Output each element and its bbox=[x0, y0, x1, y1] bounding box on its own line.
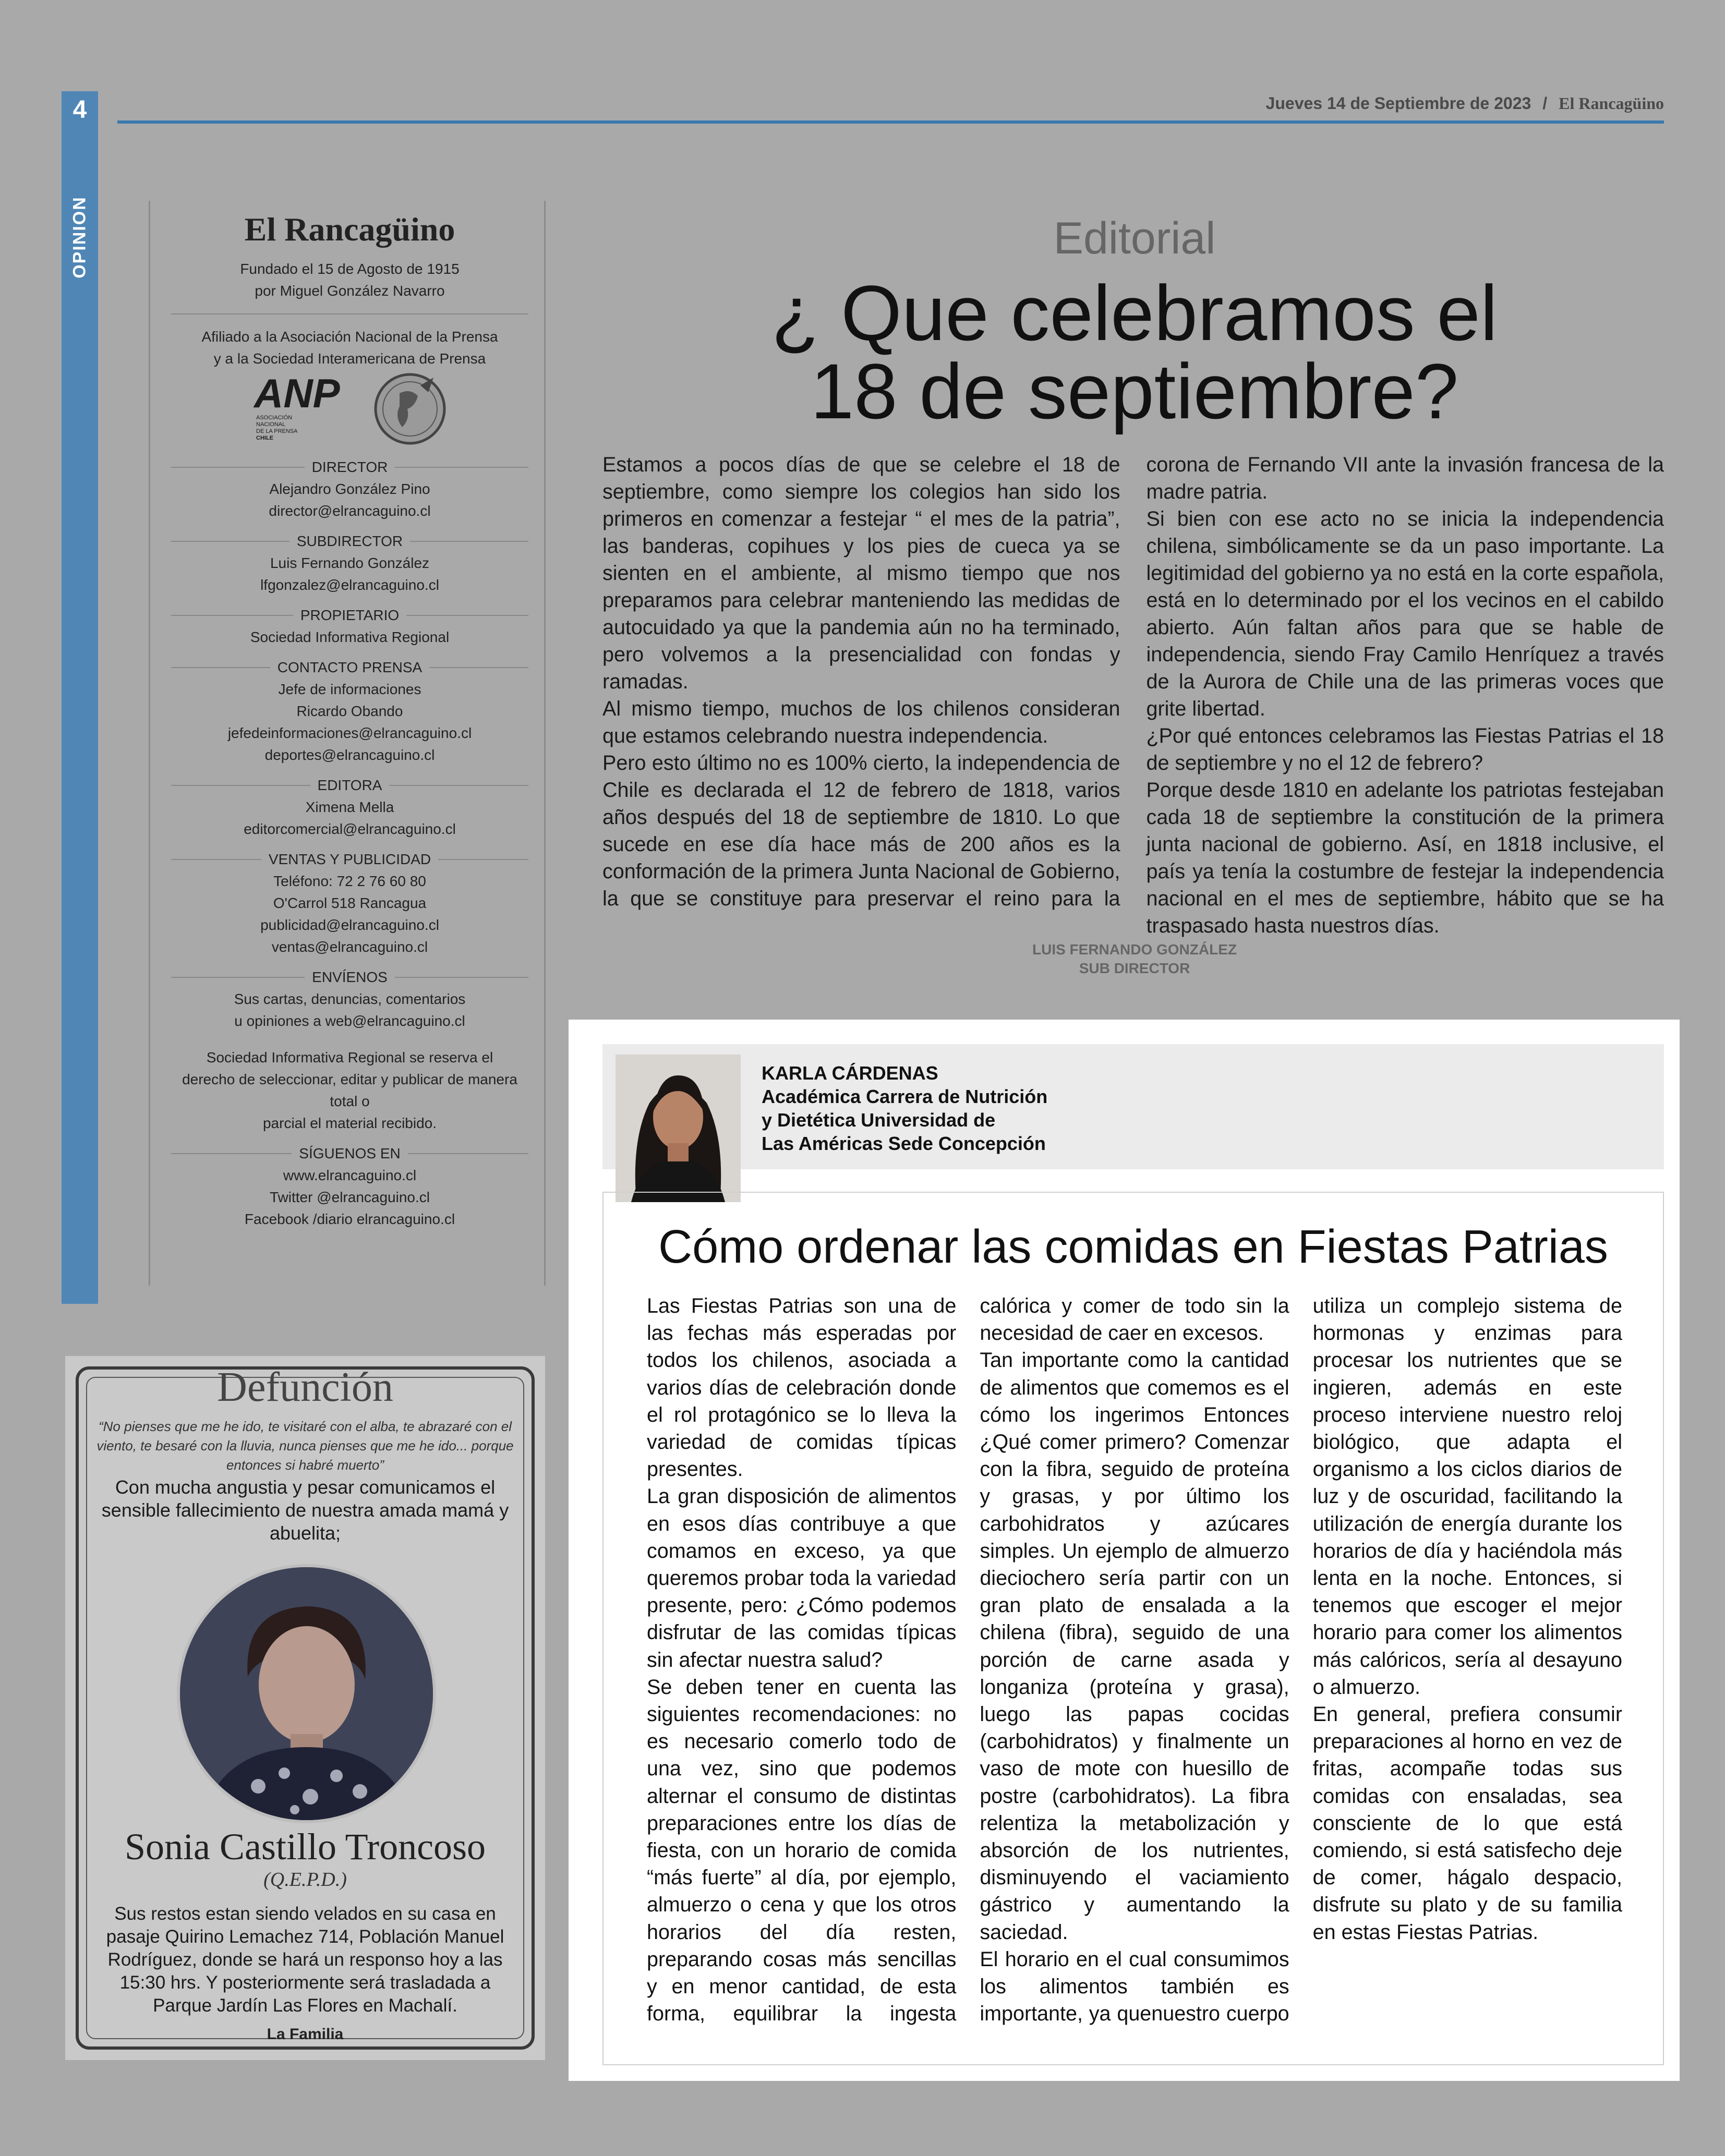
staff-line: Ximena Mella bbox=[305, 799, 394, 815]
opinion-paragraph: En general, prefiera consumir preparaciones al horno en vez de fritas, acompañe todas sus comidas con ensaladas, sea consciente de lo que está comiendo, si está satisfecho deje de comer, hágalo despacio, disfrute su plato y de su familia en estas Fiestas Patrias. bbox=[1312, 1703, 1622, 1944]
svg-text:NACIONAL: NACIONAL bbox=[256, 421, 285, 428]
staff-email[interactable]: director@elrancaguino.cl bbox=[269, 503, 431, 519]
author-role-line: Académica Carrera de Nutrición bbox=[762, 1086, 1048, 1107]
editorial-kicker: Editorial bbox=[1053, 213, 1216, 263]
editorial-paragraph: ¿Por qué entonces celebramos las Fiestas Patrias el 18 de septiembre y no el 12 de febrero? bbox=[1146, 724, 1664, 774]
publication-name: El Rancagüino bbox=[1559, 94, 1664, 113]
editorial-body bbox=[602, 451, 1664, 939]
staff-line: Ricardo Obando bbox=[296, 703, 403, 719]
section-label: OPINION bbox=[69, 196, 90, 278]
masthead-divider bbox=[171, 313, 528, 314]
staff-director bbox=[171, 456, 528, 522]
staff-heading: PROPIETARIO bbox=[300, 607, 400, 623]
opinion-paragraph: El horario en el cual consumimos los alimentos también es importante, ya quenuestro cuerpo utiliza un complejo sistema de hormonas y enzimas para procesar los nutrientes que se ingieren, además en este proceso interviene nuestro reloj biológico, que adapta el organismo a los ciclos diarios de luz y de oscuridad, facilitando la utilización de energía durante los horarios de día y haciéndola más lenta en la noche. Entonces, si tenemos que escoger el mejor horario para comer los alimentos más calóricos, sería al desayuno o almuerzo. bbox=[980, 1294, 1622, 2026]
obituary-details: Sus restos estan siendo velados en su casa en pasaje Quirino Lemachez 714, Población Manuel Rodríguez, donde se hará un responso hoy a las 15:30 hrs. Y posteriormente será trasladada a Parque Jardín Las Flores en Machalí. bbox=[106, 1904, 504, 2016]
opinion-body bbox=[647, 1292, 1622, 2027]
editorial-paragraph: Porque desde 1810 en adelante los patriotas festejaban cada 18 de septiembre la constitución de la primera junta nacional de gobierno. Así, en 1818 inclusive, el país ya tenía la costumbre de festejar la independencia nacional en el mes de septiembre, hábito que se ha traspasado hasta nuestros días. bbox=[1146, 779, 1664, 937]
opinion-title: Cómo ordenar las comidas en Fiestas Patrias bbox=[658, 1221, 1608, 1273]
author-name: KARLA CÁRDENAS bbox=[762, 1062, 938, 1084]
masthead-column bbox=[149, 201, 546, 1286]
reserve-notice bbox=[171, 1047, 528, 1134]
facebook-link[interactable]: Facebook /diario elrancaguino.cl bbox=[244, 1211, 455, 1227]
staff-phone: Teléfono: 72 2 76 60 80 bbox=[273, 873, 426, 889]
obituary-quote: “No pienses que me he ido, te visitaré con el alba, te abrazaré con el viento, te besaré con la lluvia, nunca pienses que me he ido... porque entonces si habré muerto” bbox=[96, 1419, 514, 1473]
dateline-separator: / bbox=[1542, 94, 1548, 113]
staff-line: Luis Fernando González bbox=[270, 555, 430, 571]
follow-heading: SÍGUENOS EN bbox=[299, 1145, 401, 1161]
editorial-title-line-2: 18 de septiembre? bbox=[810, 347, 1459, 435]
editorial-title-line-1: ¿ Que celebramos el bbox=[771, 269, 1498, 357]
website-link[interactable]: www.elrancaguino.cl bbox=[283, 1167, 417, 1183]
dateline bbox=[1266, 94, 1664, 113]
editorial-title bbox=[595, 269, 1674, 435]
author-role-line: Las Américas Sede Concepción bbox=[762, 1133, 1046, 1154]
obituary-title: Defunción bbox=[217, 1364, 393, 1410]
reserve-line: Sociedad Informativa Regional se reserva el bbox=[206, 1049, 493, 1065]
opinion-paragraph: La gran disposición de alimentos en esos días contribuye a que comamos en exceso, ya que queremos probar toda la variedad presente, pero: ¿Cómo podemos disfrutar de las comidas típicas sin afectar nuestra salud? bbox=[647, 1485, 957, 1671]
staff-heading: DIRECTOR bbox=[311, 459, 388, 475]
editorial-paragraph: Al mismo tiempo, muchos de los chilenos consideran que estamos celebrando nuestra independencia. bbox=[602, 697, 1120, 747]
staff-line: Jefe de informaciones bbox=[278, 681, 421, 697]
staff-email[interactable]: jefedeinformaciones@elrancaguino.cl bbox=[227, 725, 472, 741]
header-rule bbox=[117, 120, 1664, 124]
svg-text:DE LA PRENSA: DE LA PRENSA bbox=[256, 428, 297, 434]
staff-email[interactable]: u opiniones a web@elrancaguino.cl bbox=[234, 1013, 465, 1029]
staff-sales bbox=[171, 849, 528, 958]
staff-heading: CONTACTO PRENSA bbox=[277, 659, 423, 675]
editorial-paragraph: Estamos a pocos días de que se celebre el 18 de septiembre, como siempre los colegios han sido los primeros en comenzar a festejar “ el mes de la patria”, las banderas, copihues y los pies de cueca ya se sienten en el ambiente, al mismo tiempo que nos preparamos para celebrar manteniendo las medidas de autocuidado ya que la pandemia aún no ha terminado, pero volvemos a la presencialidad con fondas y ramadas. bbox=[602, 453, 1120, 693]
staff-press-contact bbox=[171, 657, 528, 766]
staff-line: Sociedad Informativa Regional bbox=[250, 629, 450, 645]
staff-heading: VENTAS Y PUBLICIDAD bbox=[268, 851, 431, 867]
author-credit bbox=[762, 1061, 1047, 1155]
masthead-staff bbox=[171, 456, 528, 1032]
author-role-line: y Dietética Universidad de bbox=[762, 1109, 996, 1131]
reserve-line: derecho de seleccionar, editar y publicar de manera total o bbox=[182, 1071, 517, 1109]
deceased-qepd: (Q.E.P.D.) bbox=[263, 1869, 347, 1891]
staff-email[interactable]: ventas@elrancaguino.cl bbox=[271, 939, 428, 955]
affiliation-line-2: y a la Sociedad Interamericana de Prensa bbox=[213, 350, 486, 367]
founded-line-1: Fundado el 15 de Agosto de 1915 bbox=[240, 261, 460, 277]
staff-email[interactable]: deportes@elrancaguino.cl bbox=[264, 747, 435, 763]
staff-editor bbox=[171, 774, 528, 840]
author-portrait-icon bbox=[616, 1055, 741, 1202]
deceased-portrait-icon bbox=[180, 1567, 433, 1820]
deceased-name: Sonia Castillo Troncoso bbox=[124, 1826, 486, 1868]
svg-text:CHILE: CHILE bbox=[256, 435, 273, 441]
page-side-strip bbox=[62, 91, 98, 1304]
editorial-paragraph: Si bien con ese acto no se inicia la independencia chilena, simbólicamente se da un paso importante. La legitimidad del gobierno ya no está en la corte española, está en lo determinado por el los vecinos en el cabildo abierto. Aún faltan años para que se hable de independencia, siendo Fray Camilo Henríquez a través de la Aurora de Chile una de las primeras voces que grite libertad. bbox=[1146, 507, 1664, 720]
signature-role: SUB DIRECTOR bbox=[1079, 960, 1190, 976]
editorial-signature bbox=[991, 940, 1278, 978]
opinion-paragraph: Se deben tener en cuenta las siguientes recomendaciones: no es necesario comerlo todo de una vez, sino que podemos alternar el consumo de distintas preparaciones entre los días de fiesta, con un horario de comida “más fuerte” al día, por ejemplo, almuerzo o cena y que los otros horarios del día resten, preparando cosas más sencillas y en menor cantidad, de esta forma, equilibrar la ingesta calórica y comer de todo sin la necesidad de caer en excesos. bbox=[647, 1294, 1289, 2026]
opinion-paragraph: Tan importante como la cantidad de alimentos que comemos es el cómo los ingerimos Entonces ¿Qué comer primero? Comenzar con la fibra, seguido de proteína y grasas, y por último los carbohidratos y azúcares simples. Un ejemplo de almuerzo dieciochero sería partir con un gran plato de ensalada a la chilena (fibra), seguido de una porción de carne asada y longaniza (proteína y grasa), luego las papas cocidas (carbohidratos) y finalmente un vaso de mote con huesillo de postre (carbohidratos). La fibra relentiza la metabolización y absorción de los nutrientes, disminuyendo el vaciamiento gástrico y aumentando la saciedad. bbox=[980, 1349, 1289, 1944]
issue-date: Jueves 14 de Septiembre de 2023 bbox=[1265, 94, 1531, 113]
deceased-photo bbox=[180, 1567, 433, 1820]
association-logos bbox=[171, 370, 528, 448]
staff-email[interactable]: lfgonzalez@elrancaguino.cl bbox=[260, 577, 439, 593]
staff-heading: EDITORA bbox=[317, 777, 382, 793]
opinion-paragraph: Las Fiestas Patrias son una de las fechas más esperadas por todos los chilenos, asociada a varios días de celebración donde el rol protagónico se lo lleva la variedad de comidas típicas presentes. bbox=[647, 1294, 957, 1481]
author-photo bbox=[616, 1055, 741, 1202]
anp-logo bbox=[251, 370, 350, 448]
staff-subdirector bbox=[171, 530, 528, 596]
staff-line: Sus cartas, denuncias, comentarios bbox=[234, 991, 466, 1007]
follow-us bbox=[171, 1143, 528, 1230]
affiliation-line-1: Afiliado a la Asociación Nacional de la Prensa bbox=[201, 329, 498, 345]
staff-email[interactable]: editorcomercial@elrancaguino.cl bbox=[244, 821, 456, 837]
page-number: 4 bbox=[73, 96, 87, 124]
founded-line-2: por Miguel González Navarro bbox=[255, 283, 445, 299]
staff-address: O'Carrol 518 Rancagua bbox=[273, 895, 427, 911]
reserve-line: parcial el material recibido. bbox=[262, 1115, 437, 1131]
twitter-link[interactable]: Twitter @elrancaguino.cl bbox=[269, 1189, 430, 1205]
obituary-intro: Con mucha angustia y pesar comunicamos el sensible fallecimiento de nuestra amada mamá y abuelita; bbox=[101, 1476, 509, 1544]
staff-send-us bbox=[171, 966, 528, 1032]
staff-heading: SUBDIRECTOR bbox=[296, 533, 403, 549]
sip-globe-logo bbox=[371, 370, 449, 448]
obituary-signoff: La Familia bbox=[267, 2026, 344, 2043]
staff-owner bbox=[171, 604, 528, 648]
svg-text:ASOCIACIÓN: ASOCIACIÓN bbox=[256, 415, 292, 421]
masthead-name: El Rancagüino bbox=[244, 211, 455, 248]
editorial-paragraph: Pero esto último no es 100% cierto, la independencia de Chile es declarada el 12 de febrero de 1818, varios años después del 18 de septiembre de 1810. Lo que sucede en ese día hace más de 200 años es la conformación de la primera Junta Nacional de Gobierno, la que se constituye para preservar el reino para la corona de Fernando VII ante la invasión francesa de la madre patria. bbox=[602, 453, 1664, 910]
staff-email[interactable]: publicidad@elrancaguino.cl bbox=[260, 917, 439, 933]
staff-heading: ENVÍENOS bbox=[312, 969, 388, 985]
staff-line: Alejandro González Pino bbox=[269, 481, 430, 497]
signature-name: LUIS FERNANDO GONZÁLEZ bbox=[1032, 941, 1237, 958]
svg-text:ANP: ANP bbox=[254, 370, 340, 416]
